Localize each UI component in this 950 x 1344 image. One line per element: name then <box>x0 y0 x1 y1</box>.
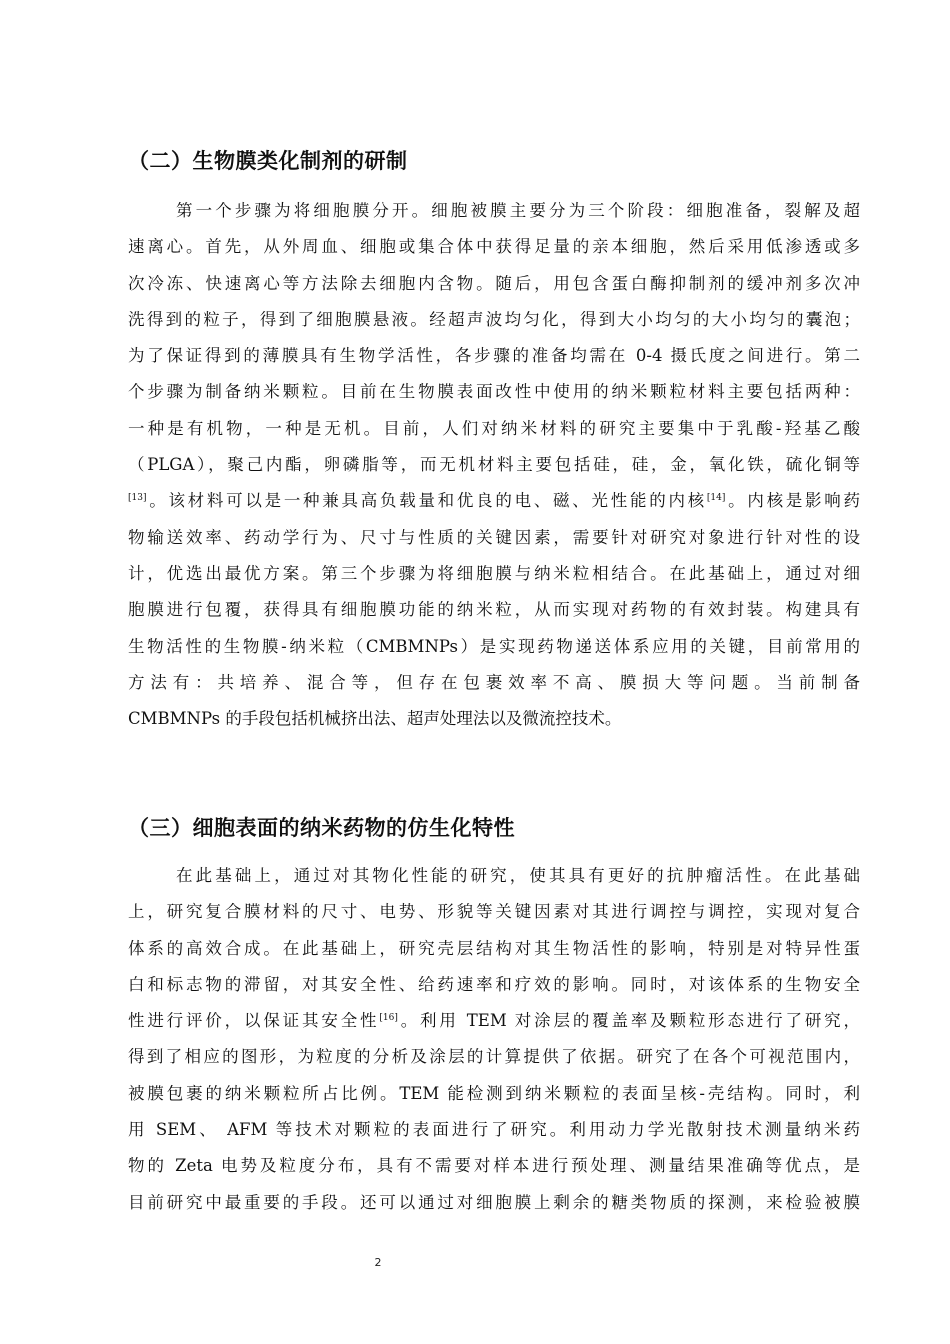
citation-14: [14] <box>706 493 726 504</box>
paragraph-line: CMBMNPs 的手段包括机械挤出法、超声处理法以及微流控技术。 <box>128 709 622 729</box>
paragraph-line: 次冷冻、快速离心等方法除去细胞内含物。随后，用包含蛋白酶抑制剂的缓冲剂多次冲 <box>128 273 860 293</box>
paragraph-line: （PLGA），聚己内酯，卵磷脂等，而无机材料主要包括硅，硅，金，氧化铁，硫化铜等 <box>128 455 860 475</box>
paragraph-line-with-citations <box>128 483 860 519</box>
line-text: 。该材料可以是一种兼具高负载量和优良的电、磁、光性能的内核 <box>146 491 707 511</box>
line-text: 。内核是影响药 <box>725 491 860 511</box>
paragraph-line: 计，优选出最优方案。第三个步骤为将细胞膜与纳米粒相结合。在此基础上，通过对细 <box>128 563 860 583</box>
paragraph-line: 第一个步骤为将细胞膜分开。细胞被膜主要分为三个阶段：细胞准备，裂解及超 <box>176 201 860 220</box>
paragraph-line: 个步骤为制备纳米颗粒。目前在生物膜表面改性中使用的纳米颗粒材料主要包括两种： <box>128 382 860 402</box>
citation-16: [16] <box>379 1013 398 1024</box>
paragraph-line: 体系的高效合成。在此基础上，研究壳层结构对其生物活性的影响，特别是对特异性蛋 <box>128 938 860 958</box>
paragraph-line: 一种是有机物，一种是无机。目前，人们对纳米材料的研究主要集中于乳酸-羟基乙酸 <box>128 418 860 438</box>
line-text: 。利用 TEM 对涂层的覆盖率及颗粒形态进行了研究， <box>397 1011 860 1031</box>
paragraph-line: 上，研究复合膜材料的尺寸、电势、形貌等关键因素对其进行调控与调控，实现对复合 <box>128 902 860 922</box>
paragraph-line-with-citation <box>128 1003 860 1039</box>
section-heading-3: （三）细胞表面的纳米药物的仿生化特性 <box>128 816 515 841</box>
paragraph-line: 方法有：共培养、混合等，但存在包裹效率不高、膜损大等问题。当前制备 <box>128 672 860 692</box>
paragraph-line: 得到了相应的图形，为粒度的分析及涂层的计算提供了依据。研究了在各个可视范围内， <box>128 1047 860 1067</box>
paragraph-line: 白和标志物的滞留，对其安全性、给药速率和疗效的影响。同时，对该体系的生物安全 <box>128 974 860 994</box>
paragraph-line: 速离心。首先，从外周血、细胞或集合体中获得足量的亲本细胞，然后采用低渗透或多 <box>128 237 860 257</box>
paragraph-line: 洗得到的粒子，得到了细胞膜悬液。经超声波均匀化，得到大小均匀的大小均匀的囊泡； <box>128 309 860 329</box>
paragraph-line: 物的 Zeta 电势及粒度分布，具有不需要对样本进行预处理、测量结果准确等优点，是 <box>128 1156 860 1176</box>
section-heading-2: （二）生物膜类化制剂的研制 <box>128 149 408 174</box>
page-number: 2 <box>374 1256 382 1269</box>
paragraph-line: 为了保证得到的薄膜具有生物学活性，各步骤的准备均需在 0-4 摄氏度之间进行。第二 <box>128 346 860 366</box>
section-2-paragraph <box>128 193 860 737</box>
line-text: 性进行评价，以保证其安全性 <box>128 1011 380 1031</box>
section-3-paragraph <box>128 858 860 1221</box>
citation-13: [13] <box>128 493 147 504</box>
paragraph-line: 在此基础上，通过对其物化性能的研究，使其具有更好的抗肿瘤活性。在此基础 <box>176 866 860 885</box>
paragraph-line: 用 SEM、 AFM 等技术对颗粒的表面进行了研究。利用动力学光散射技术测量纳米药 <box>128 1120 860 1140</box>
paragraph-line: 胞膜进行包覆，获得具有细胞膜功能的纳米粒，从而实现对药物的有效封装。构建具有 <box>128 600 860 620</box>
paragraph-line: 目前研究中最重要的手段。还可以通过对细胞膜上剩余的糖类物质的探测，来检验被膜 <box>128 1192 860 1212</box>
paragraph-line: 生物活性的生物膜-纳米粒（CMBMNPs）是实现药物递送体系应用的关键，目前常用的 <box>128 636 860 656</box>
paragraph-line: 被膜包裹的纳米颗粒所占比例。TEM 能检测到纳米颗粒的表面呈核-壳结构。同时，利 <box>128 1083 860 1103</box>
paragraph-line: 物输送效率、药动学行为、尺寸与性质的关键因素，需要针对研究对象进行针对性的设 <box>128 527 860 547</box>
